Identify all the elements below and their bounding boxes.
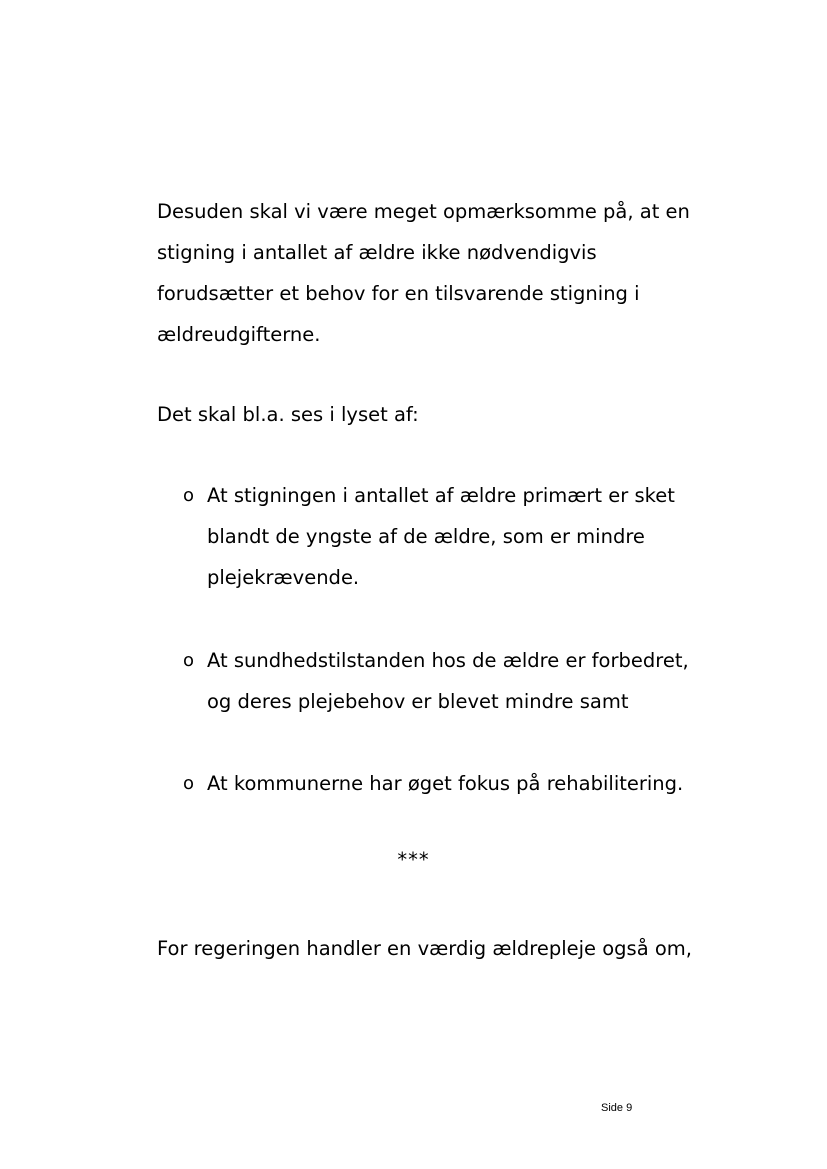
section-separator: *** (397, 848, 430, 871)
paragraph-line: ældreudgifterne. (157, 323, 321, 346)
paragraph-line: For regeringen handler en værdig ældrepleje også om, (157, 937, 692, 960)
list-item-line: At sundhedstilstanden hos de ældre er forbedret, (207, 649, 689, 672)
list-item-line: blandt de yngste af de ældre, som er mindre (207, 525, 645, 548)
list-item-line: plejekrævende. (207, 566, 360, 589)
paragraph-intro (157, 191, 690, 355)
paragraph-line: Det skal bl.a. ses i lyset af: (157, 403, 419, 426)
paragraph-continuation (157, 928, 692, 969)
paragraph-line: Desuden skal vi være meget opmærksomme på, at en (157, 200, 690, 223)
page-number: Side 9 (601, 1102, 633, 1114)
list-item-text (207, 763, 683, 804)
paragraph-line: stigning i antallet af ældre ikke nødvendigvis (157, 241, 597, 264)
list-item-line: og deres plejebehov er blevet mindre samt (207, 690, 629, 713)
list-item-line: At kommunerne har øget fokus på rehabilitering. (207, 772, 684, 795)
paragraph-line: forudsætter et behov for en tilsvarende stigning i (157, 282, 640, 305)
hollow-bullet-icon: o (183, 650, 195, 671)
paragraph-lead-in (157, 394, 677, 435)
list-item-text (207, 640, 689, 722)
hollow-bullet-icon: o (183, 485, 195, 506)
hollow-bullet-icon: o (183, 773, 195, 794)
list-item-line: At stigningen i antallet af ældre primært er sket (207, 484, 675, 507)
list-item-text (207, 475, 675, 598)
